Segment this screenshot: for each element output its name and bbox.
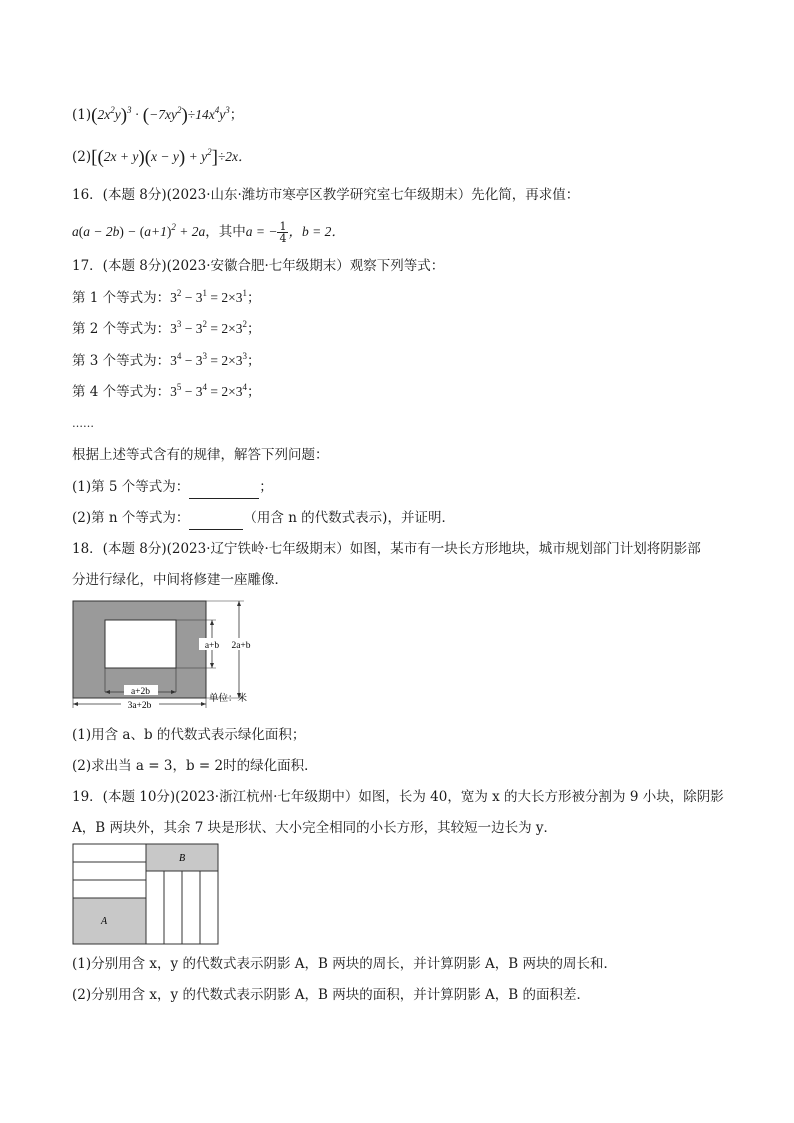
q17-ellipsis: ……: [72, 417, 94, 430]
label-unit: 单位：米: [209, 694, 248, 704]
label-inner-height: a+b: [204, 641, 220, 651]
q18-part2: (2)求出当 a = 3，b = 2时的绿化面积．: [72, 758, 318, 774]
q17-part2: (2)第 n 个等式为： （用含 n 的代数式表示)，并证明．: [72, 509, 455, 530]
q17-header: 17．(本题 8分)(2023·安徽合肥·七年级期末）观察下列等式：: [72, 258, 445, 274]
q19-header-line2: A，B 两块外，其余 7 块是形状、大小完全相同的小长方形，其较短一边长为 y．: [72, 820, 558, 836]
answer-blank[interactable]: [189, 511, 243, 530]
q16-header: 16．(本题 8分)(2023·山东·潍坊市寒亭区教学研究室七年级期末）先化简，再求值：: [72, 187, 580, 203]
q17-eq3: 第 3 个等式为：$3^4 - 3^3 = 2\times 3^3$；: [72, 351, 261, 369]
answer-blank[interactable]: [189, 480, 259, 499]
label-b: B: [178, 853, 186, 864]
label-a: A: [100, 916, 108, 927]
q17-part1: (1)第 5 个等式为： ；: [72, 478, 273, 499]
q19-part1: (1)分别用含 x，y 的代数式表示阴影 A，B 两块的周长，并计算阴影 A，B 两块的周长和．: [72, 956, 617, 972]
inner-rectangle: [105, 620, 176, 668]
q18-header-line2: 分进行绿化，中间将修建一座雕像．: [72, 572, 288, 588]
q17-instruction: 根据上述等式含有的规律，解答下列问题：: [72, 447, 329, 463]
q15-part1-expression: $(2x^2y)^3 \cdot (-7xy^2)\div 14x^4y^3$；: [91, 105, 244, 126]
q16-fraction: $\frac{1}{4}$: [279, 220, 287, 245]
q17-eq2: 第 2 个等式为：$3^3 - 3^2 = 2\times 3^2$；: [72, 319, 261, 337]
q17-eq4: 第 4 个等式为：$3^5 - 3^4 = 2\times 3^4$；: [72, 382, 261, 400]
q18-part1: (1)用含 a、b 的代数式表示绿化面积；: [72, 727, 306, 743]
label-inner-width: a+2b: [130, 687, 151, 697]
q15-part2-expression: $[(2x + y)(x - y) + y^2]$: [91, 147, 218, 168]
label-outer-height: 2a+b: [231, 641, 251, 651]
label-outer-width: 3a+2b: [127, 701, 152, 710]
q18-header-line1: 18．(本题 8分)(2023·辽宁铁岭·七年级期末）如图，某市有一块长方形地块，城市规划部门计划将阴影部: [72, 541, 701, 557]
q19-part2: (2)分别用含 x，y 的代数式表示阴影 A，B 两块的面积，并计算阴影 A，B 的面积差．: [72, 987, 590, 1003]
q19-header-line1: 19．(本题 10分)(2023·浙江杭州·七年级期中）如图，长为 40，宽为 x 的大长方形被分割为 9 小块，除阴影: [72, 789, 724, 805]
q17-eq1: 第 1 个等式为：$3^2 - 3^1 = 2\times 3^1$；: [72, 288, 261, 306]
q15-part2: $(2)[(2x + y)(x - y) + y^2]\div 2x$．: [72, 147, 252, 168]
q18-figure: [66, 598, 286, 710]
q16-expression: $a(a - 2b) - (a+1)^2 + 2a$，其中a = − $\frac{1}{4}$ ，b = 2．: [72, 220, 345, 245]
q19-figure: [72, 843, 222, 947]
q15-part1: $(1)(2x^2y)^3 \cdot (-7xy^2)\div 14x^4y^3$；: [72, 105, 244, 126]
shaded-region-a: [73, 898, 146, 944]
